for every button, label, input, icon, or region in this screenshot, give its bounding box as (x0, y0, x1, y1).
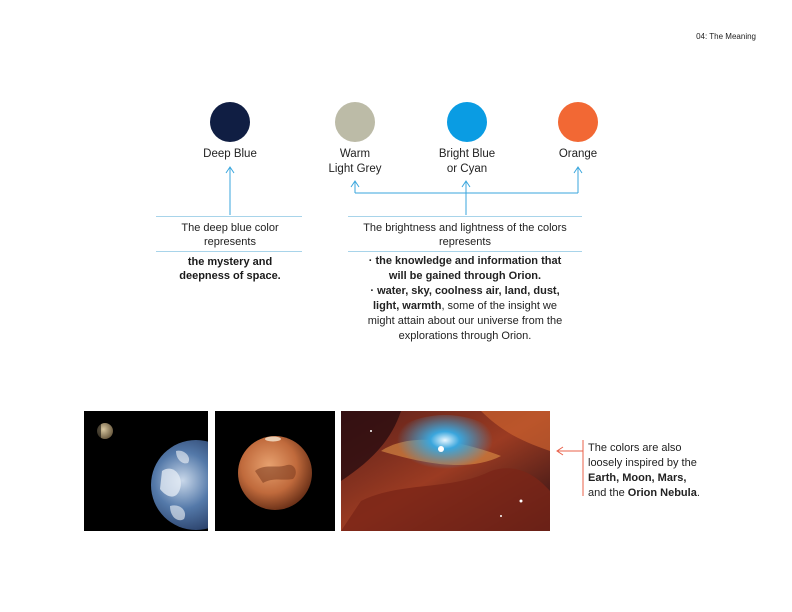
left-top-rule (156, 216, 302, 217)
nebula-core-shape (385, 415, 505, 487)
section-label: 04: The Meaning (696, 32, 756, 41)
left-meaning: the mystery and deepness of space. (179, 256, 281, 282)
inspiration-note: The colors are also loosely inspired by the Earth, Moon, Mars, and the Orion Nebula. (588, 442, 700, 499)
bullet-knowledge: · the knowledge and information that will be gained through Orion. (368, 255, 562, 282)
right-top-rule (348, 216, 582, 217)
left-caption: The deep blue color represents (181, 222, 279, 248)
orange-label: Orange (558, 148, 598, 160)
left-mid-rule (156, 251, 302, 252)
right-mid-rule (348, 251, 582, 252)
right-caption: The brightness and lightness of the colors represents (363, 222, 567, 248)
orion-nebula-photo (341, 411, 550, 531)
mars-photo (215, 411, 335, 531)
warm-light-grey-label: Warm Light Grey (328, 148, 382, 175)
bright-blue-label: Bright Blue or Cyan (438, 148, 496, 175)
right-meaning (340, 254, 590, 344)
earth-moon-photo (84, 411, 208, 531)
bullet-elements: · water, sky, coolness air, land, dust, light, warmth, some of the insight we might attain about our universe from the explorations through Orion. (367, 285, 563, 342)
deep-blue-label: Deep Blue (203, 148, 257, 160)
